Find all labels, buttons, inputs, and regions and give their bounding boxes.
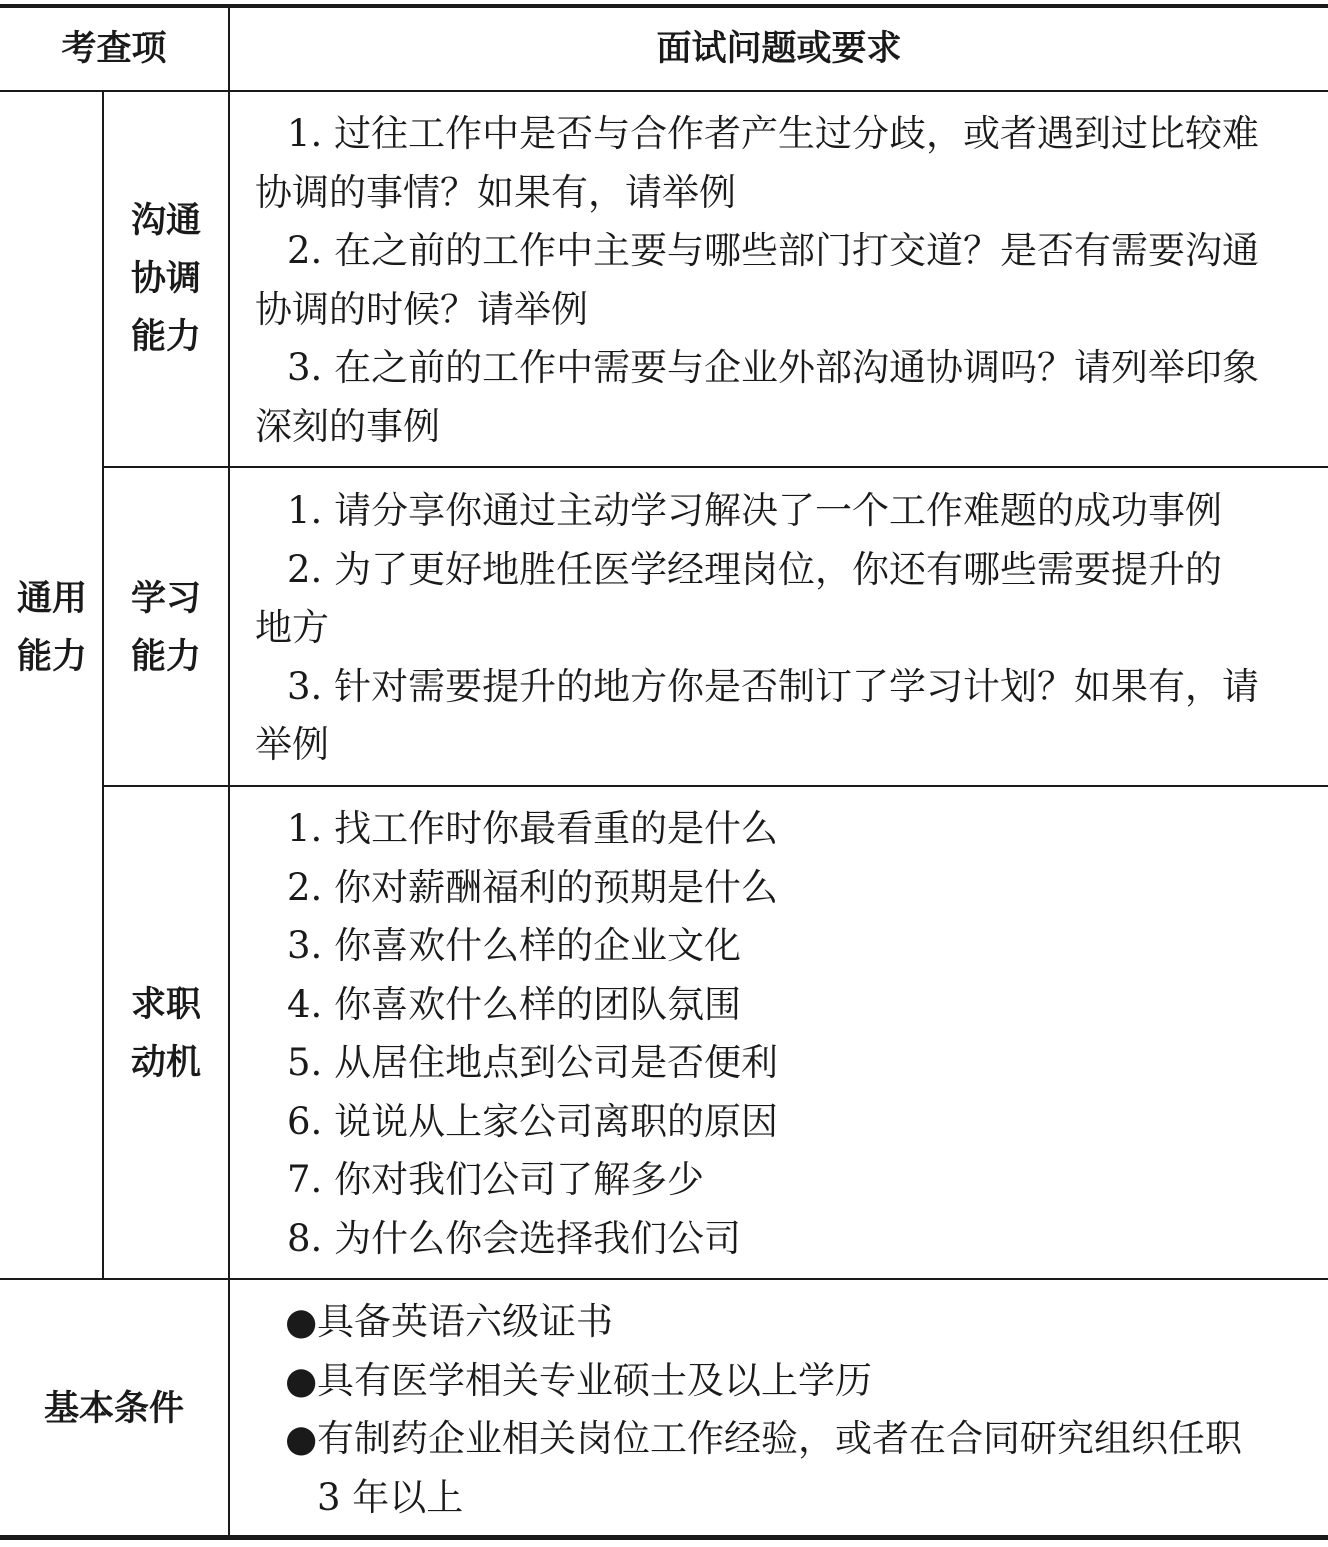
basic-condition-text: 具备英语六级证书	[317, 1300, 613, 1343]
motivation-line: 1. 找工作时你最看重的是什么	[287, 807, 779, 850]
learning-line: 1. 请分享你通过主动学习解决了一个工作难题的成功事例	[287, 489, 1223, 532]
communication-line: 协调的时候？请举例	[255, 287, 588, 331]
learning-line: 3. 针对需要提升的地方你是否制订了学习计划？如果有，请	[287, 664, 1260, 708]
communication-line: 深刻的事例	[255, 404, 440, 448]
motivation-line: 2. 你对薪酬福利的预期是什么	[287, 865, 779, 909]
header-questions: 面试问题或要求	[656, 29, 902, 69]
learning-bottom-rule	[103, 785, 1328, 787]
basic-condition-text: 有制药企业相关岗位工作经验，或者在合同研究组织任职	[317, 1417, 1242, 1460]
communication-questions	[255, 105, 1310, 456]
category-divider	[102, 91, 104, 1279]
bullet-icon: ●	[285, 1300, 318, 1343]
basic-conditions-list	[285, 1293, 1315, 1527]
learning-line: 地方	[255, 606, 329, 649]
communication-bottom-rule	[103, 466, 1328, 468]
basic-condition-text: 具有医学相关专业硕士及以上学历	[317, 1358, 872, 1402]
communication-line: 3. 在之前的工作中需要与企业外部沟通协调吗？请列举印象	[287, 346, 1260, 389]
header-assessment-item: 考查项	[61, 29, 167, 69]
communication-label: 沟通协调能力	[130, 201, 201, 357]
basic-condition-item	[285, 1410, 1315, 1469]
basic-condition-text: 3 年以上	[317, 1475, 464, 1519]
header-rule	[0, 90, 1328, 92]
motivation-line: 6. 说说从上家公司离职的原因	[287, 1099, 779, 1143]
motivation-label: 求职动机	[130, 985, 201, 1083]
communication-line: 1. 过往工作中是否与合作者产生过分歧，或者遇到过比较难	[287, 112, 1260, 155]
basic-conditions-label: 基本条件	[43, 1389, 184, 1429]
general-bottom-rule	[0, 1278, 1328, 1280]
basic-condition-item	[285, 1293, 1315, 1352]
learning-label: 学习能力	[130, 579, 201, 677]
communication-line: 协调的事情？如果有，请举例	[255, 170, 736, 214]
learning-line: 举例	[255, 723, 329, 766]
basic-condition-item	[285, 1352, 1315, 1411]
bullet-icon: ●	[285, 1417, 318, 1460]
column-divider	[228, 6, 230, 1537]
learning-questions	[255, 482, 1310, 775]
motivation-line: 5. 从居住地点到公司是否便利	[287, 1041, 779, 1084]
communication-line: 2. 在之前的工作中主要与哪些部门打交道？是否有需要沟通	[287, 229, 1260, 272]
learning-line: 2. 为了更好地胜任医学经理岗位，你还有哪些需要提升的	[287, 547, 1223, 591]
basic-condition-item	[285, 1469, 1315, 1528]
bullet-icon: ●	[285, 1358, 318, 1402]
bottom-rule	[0, 1535, 1328, 1540]
general-ability-label: 通用能力	[16, 579, 87, 677]
motivation-line: 8. 为什么你会选择我们公司	[287, 1216, 742, 1260]
motivation-line: 4. 你喜欢什么样的团队氛围	[287, 982, 742, 1026]
motivation-line: 3. 你喜欢什么样的企业文化	[287, 924, 742, 967]
motivation-line: 7. 你对我们公司了解多少	[287, 1158, 705, 1201]
motivation-questions	[255, 800, 1310, 1268]
top-rule	[0, 4, 1328, 8]
